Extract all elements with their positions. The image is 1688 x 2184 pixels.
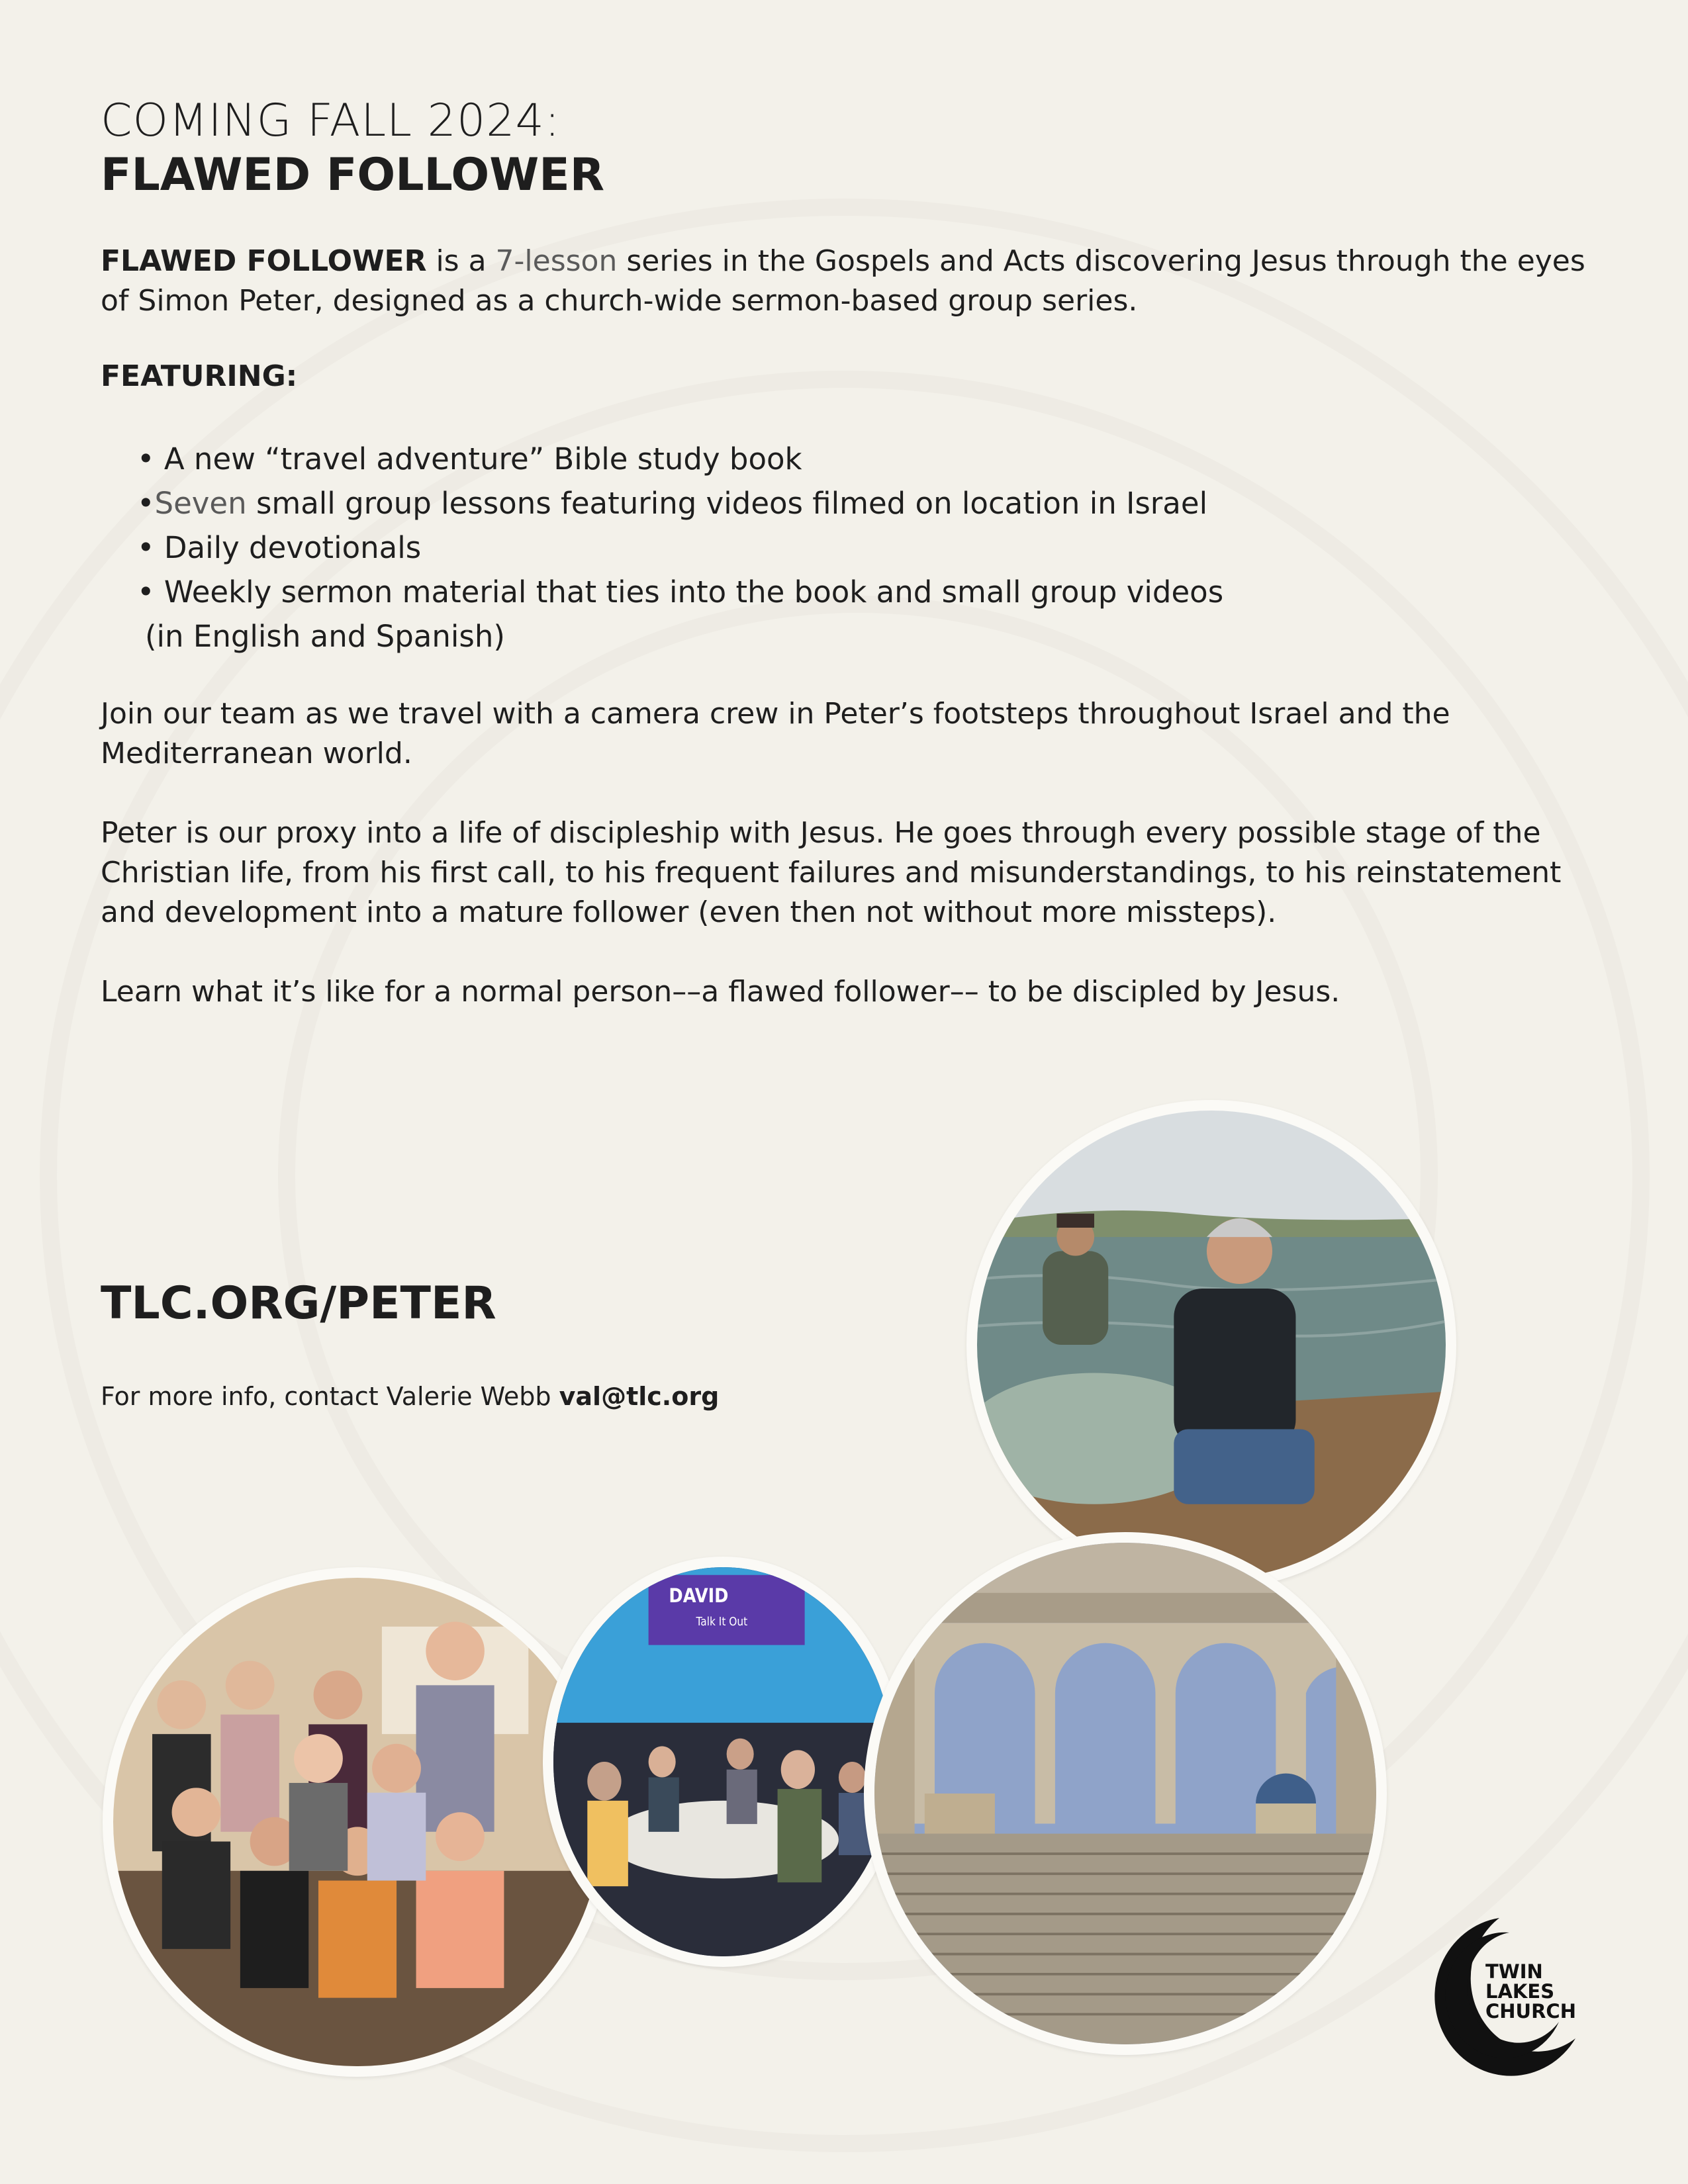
friends-group-photo: [103, 1567, 612, 2077]
logo-wordmark: [1485, 1962, 1576, 2021]
kicker-heading: COMING FALL 2024:: [101, 95, 561, 147]
group-event-photo: [543, 1557, 904, 1967]
peter-paragraph: Peter is our proxy into a life of discipleship with Jesus. He goes through every possible stage of the Christian life, from his first call, to his frequent failures and misunderstandings, to his reinstatement and development into a mature follower (even then not without more missteps).: [101, 816, 1562, 930]
intro-lead-bold: FLAWED FOLLOWER: [101, 244, 427, 279]
screen-subtitle: Talk It Out: [696, 1615, 748, 1629]
screen-title: DAVID: [669, 1584, 729, 1608]
logo-line: LAKES: [1485, 1980, 1555, 2003]
bullet-glyph: •: [137, 486, 155, 522]
list-item: • Weekly sermon material that ties into the book and small group videos: [137, 574, 1224, 610]
contact-text: For more info, contact Valerie Webb: [101, 1382, 559, 1411]
twin-lakes-church-logo: [1417, 1906, 1582, 2085]
list-item-highlight: Seven: [154, 486, 247, 522]
list-item: • A new “travel adventure” Bible study book: [137, 441, 802, 477]
featuring-list: [101, 437, 1610, 659]
list-item-continuation: (in English and Spanish): [145, 619, 505, 655]
arches-photo: [864, 1532, 1387, 2055]
list-item: [137, 481, 1610, 525]
intro-highlight: 7-lesson: [495, 244, 618, 279]
contact-email-link[interactable]: val@tlc.org: [559, 1382, 720, 1411]
logo-line: CHURCH: [1485, 2000, 1576, 2023]
intro-lead-rest: series in the Gospels and Acts discovering Jesus through the eyes of Simon Peter, designed as a church-wide sermon-based group series.: [101, 244, 1585, 318]
boat-photo: [966, 1100, 1456, 1590]
journey-paragraph: Join our team as we travel with a camera crew in Peter’s footsteps throughout Israel and the Mediterranean world.: [101, 697, 1450, 771]
website-link[interactable]: TLC.ORG/PETER: [101, 1277, 496, 1330]
list-item: • Daily devotionals: [137, 530, 422, 566]
featuring-heading: FEATURING:: [101, 359, 298, 394]
main-content: [101, 94, 1610, 1012]
intro-lead-mid: is a: [426, 244, 496, 279]
logo-line: TWIN: [1485, 1960, 1543, 1983]
closing-paragraph: Learn what it’s like for a normal person––a flawed follower–– to be discipled by Jesus.: [101, 975, 1340, 1009]
contact-line: [101, 1382, 719, 1411]
intro-paragraph: [101, 242, 1590, 321]
list-item-rest: small group lessons featuring videos filmed on location in Israel: [246, 486, 1208, 522]
page-title: FLAWED FOLLOWER: [101, 148, 605, 201]
